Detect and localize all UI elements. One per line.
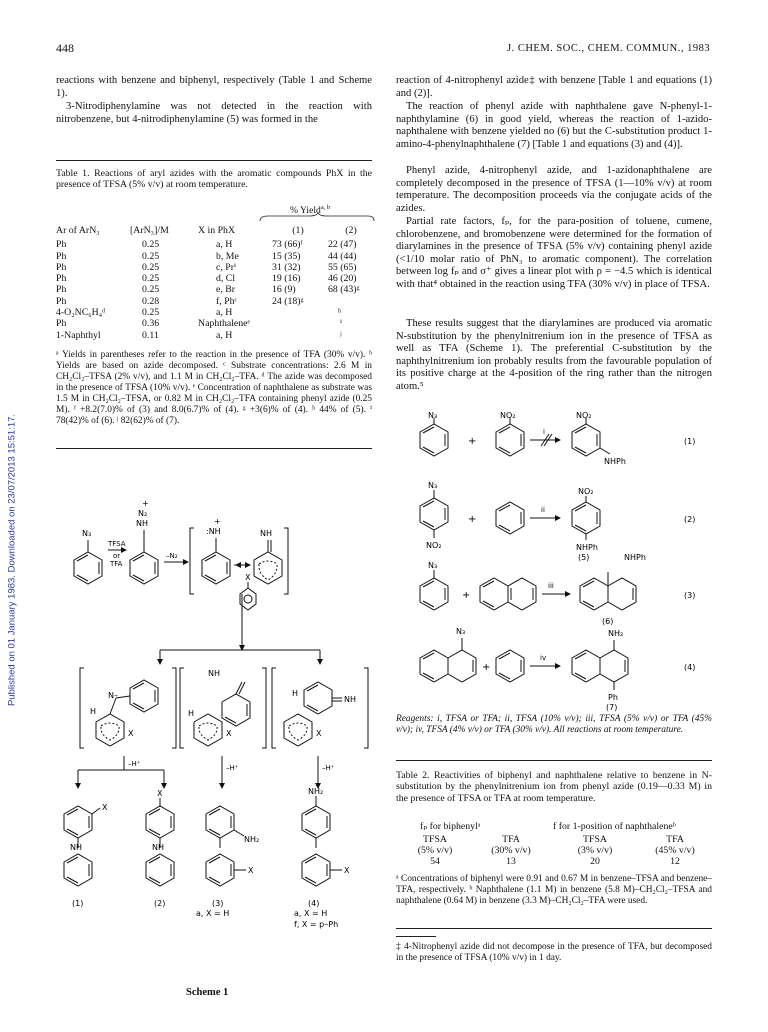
table2-col xyxy=(560,834,630,867)
footnote-rule xyxy=(396,936,436,937)
scheme-label-x-top: X xyxy=(245,573,251,582)
table1-cell: ʲ xyxy=(340,329,342,341)
table1-cell: a, H xyxy=(216,329,233,341)
scheme-label-nh-plus: + xyxy=(214,517,221,526)
page-footnote: ‡ 4-Nitrophenyl azide did not decompose in the presence of TFA, but decomposed in the presence of TFSA (10% v/v) in 1 day. xyxy=(396,942,712,963)
scheme-label-tfsa: TFSA xyxy=(108,540,126,548)
scheme-label-n2plus: + xyxy=(142,499,149,508)
table1-cell: 0.25 xyxy=(142,239,160,251)
table1-cell: Ph xyxy=(56,239,67,251)
table1-col-1 xyxy=(272,225,342,341)
table2-sub: TFA xyxy=(666,834,684,845)
table2-sub: TFSA xyxy=(583,834,607,845)
table1-cell: 73 (66)ᶠ xyxy=(272,239,303,251)
table1-bottom-rule xyxy=(56,448,372,449)
eq3-reagent: iii xyxy=(548,582,554,590)
table2-head-right: f for 1-position of naphthaleneᵇ xyxy=(553,821,676,832)
table1-cell: a, H xyxy=(216,239,233,251)
table1-cell: 44 (44) xyxy=(328,250,357,262)
eq2-nhph-b: NHPh xyxy=(624,553,646,562)
right-paragraph-4: Partial rate factors, fₚ, for the para-position of toluene, cumene, chlorobenzene, and bromobenzene were determined for the formation of diarylamines in the presence of TFSA (5% v/v) containing phenyl azide (<1/10 molar ratio of PhN₃ to aromatic component). The correlation between log fₚ and σ⁺ gives a linear plot with ρ = −4.5 which is identical with that⁴ obtained in the reaction using TFA (30% v/v) in place of TFSA. xyxy=(396,216,712,290)
table1-col-ar xyxy=(56,225,105,341)
scheme-label-x3: X xyxy=(316,729,322,738)
eq4-plus: + xyxy=(482,662,491,673)
scheme-label-h3: H xyxy=(292,689,299,698)
table1-caption: Table 1. Reactions of aryl azides with the aromatic compounds PhX in the presence of TFSA (5% v/v) at room temperature. xyxy=(56,168,372,191)
eq2-nhph: NHPh xyxy=(576,543,598,552)
eq2-n3: N₃ xyxy=(428,481,438,490)
eq2-reagent: ii xyxy=(541,506,545,514)
scheme-label-h2: H xyxy=(188,709,195,718)
table1-head: (1) xyxy=(292,225,304,236)
eq3-plus: + xyxy=(462,590,471,601)
scheme-label-n2: N₂ xyxy=(138,509,148,518)
table1-cell: e, Br xyxy=(216,284,236,296)
scheme-label-nh-p1: NH xyxy=(70,843,82,852)
scheme-label-x-p2: X xyxy=(157,789,163,798)
table1-cell: 24 (18)ᵍ xyxy=(272,295,304,307)
scheme-label-ndash: N– xyxy=(108,691,118,700)
table1-head: X in PhX xyxy=(198,225,236,236)
scheme-label-h1: H xyxy=(90,707,97,716)
page-number: 448 xyxy=(56,41,74,55)
scheme1-caption: Scheme 1 xyxy=(186,987,229,998)
eq2-number: (2) xyxy=(684,515,696,524)
scheme-label-n3: N₃ xyxy=(82,529,92,538)
table2-col xyxy=(476,834,546,867)
scheme-label-x2: X xyxy=(226,729,232,738)
equations-drawing xyxy=(396,412,714,712)
table1-cell: 1-Naphthyl xyxy=(56,329,101,341)
table1-cell: d, Cl xyxy=(216,273,236,285)
eq4-number: (4) xyxy=(684,663,696,672)
scheme-label-x-p1: X xyxy=(102,803,108,812)
eq3-compound: (6) xyxy=(602,617,614,626)
scheme-label-nh2-p3: NH₂ xyxy=(244,835,260,844)
scheme-label-minus-h2: –H⁺ xyxy=(226,764,239,772)
table1-cell: f, Phᶜ xyxy=(216,295,238,307)
table2-cond: (3% v/v) xyxy=(577,845,613,856)
table1-head: Ar of ArN₃ xyxy=(56,225,100,236)
scheme-label-nh2-p4: NH₂ xyxy=(308,787,324,796)
eq2-plus: + xyxy=(468,514,477,525)
table1-cell: 0.25 xyxy=(142,284,160,296)
table1-brace xyxy=(258,213,378,223)
table1-cell: 4-O₂NC₆H₄ᵈ xyxy=(56,307,106,319)
eq1-plus: + xyxy=(468,436,477,447)
eq4-ph: Ph xyxy=(608,693,618,702)
table2-col xyxy=(400,834,470,867)
table1-cell: Ph xyxy=(56,261,67,273)
table2-sub: TFA xyxy=(502,834,520,845)
scheme-compound-2: (2) xyxy=(154,899,166,908)
scheme-label-nh-s3: NH xyxy=(344,695,356,704)
table1-cell: Naphthaleneᵉ xyxy=(198,318,251,330)
table1-footnotes: ᵃ Yields in parentheses refer to the reaction in the presence of TFA (30% v/v). ᵇ Yields are based on azide decomposed. ᶜ Substrate concentrations: 2.6 M in CH₂Cl₂–TFSA (2% v/v), and 1.1 M in CH₂Cl₂–TFA. ᵈ The azide was decomposed in the presence of TFSA (10% v/v). ᵉ Concentration of naphthalene as substrate was 1.5 M in CH₂Cl₂–TFSA, or 0.82 M in CH₂Cl₂–TFA containing phenyl azide (0.25 M). ᶠ +8.2(7.0)% of (3) and 8.0(6.7)% of (4). ᵍ +3(6)% of (4). ʰ 44% of (5). ⁱ 78(42)% of (6). ʲ 82(62)% of (7). xyxy=(56,350,372,426)
scheme-label-x-p4: X xyxy=(344,866,350,875)
eq1-n3: N₃ xyxy=(428,412,438,420)
table1-cell: ⁱ xyxy=(340,318,342,330)
table1-cell: 22 (47) xyxy=(328,239,357,251)
table2-sub: TFSA xyxy=(423,834,447,845)
table1-cell: c, Prⁱ xyxy=(216,261,236,273)
right-paragraph-3: Phenyl azide, 4-nitrophenyl azide, and 1-azidonaphthalene are completely decomposed in the presence of TFSA (1—10% v/v) at room temperature. The decomposition proceeds via the conjugate acids of the azides. xyxy=(396,165,712,214)
scheme-label-nh-p2: NH xyxy=(152,843,164,852)
eq4-nh2: NH₂ xyxy=(608,629,624,638)
table1-head: (2) xyxy=(345,225,357,236)
eq1-no2a: NO₂ xyxy=(500,412,516,420)
table1-cell: 0.25 xyxy=(142,273,160,285)
table2-top-rule xyxy=(396,760,712,761)
table1-cell: ʰ xyxy=(338,307,342,319)
table2-cond: (45% v/v) xyxy=(655,845,695,856)
scheme-variant-a4: a, X = H xyxy=(294,909,328,918)
table1-cell: 0.11 xyxy=(142,329,159,341)
table1-cell: 68 (43)ᵍ xyxy=(328,284,360,296)
eq3-number: (3) xyxy=(684,591,696,600)
table1-cell: Ph xyxy=(56,318,67,330)
table1-cell: 15 (35) xyxy=(272,250,301,262)
table1-col-2 xyxy=(328,225,374,296)
scheme-label-nh: NH xyxy=(136,519,148,528)
scheme-label-nh-s2: NH xyxy=(208,669,220,678)
table2-value: 20 xyxy=(590,856,600,867)
scheme-compound-1: (1) xyxy=(72,899,84,908)
eq4-n3: N₃ xyxy=(456,627,466,636)
scheme1-drawing xyxy=(56,470,374,970)
scheme-variant-a3: a, X = H xyxy=(196,909,230,918)
eq2-no2b: NO₂ xyxy=(578,487,594,496)
table1-cell: 46 (20) xyxy=(328,273,357,285)
table1-cell: 0.36 xyxy=(142,318,160,330)
scheme-label-minus-h1: –H⁺ xyxy=(128,760,141,768)
table1-cell: a, H xyxy=(216,307,233,319)
table1-col-conc xyxy=(130,225,169,341)
table1-cell: 19 (16) xyxy=(272,273,301,285)
table2-value: 13 xyxy=(506,856,516,867)
scheme-variant-f4: f, X = p–Ph xyxy=(294,920,339,929)
table1-cell: 0.28 xyxy=(142,295,160,307)
eq1-number: (1) xyxy=(684,437,696,446)
table1-cell: 0.25 xyxy=(142,261,160,273)
scheme-label-minus-n2: –N₂ xyxy=(166,552,178,560)
table1-cell: 55 (65) xyxy=(328,261,357,273)
table1-top-rule xyxy=(56,160,372,161)
table2-value: 54 xyxy=(430,856,440,867)
table1-cell: Ph xyxy=(56,273,67,285)
eq2-no2a: NO₂ xyxy=(426,541,442,550)
table1-cell: 0.25 xyxy=(142,250,160,262)
table1-cell: Ph xyxy=(56,250,67,262)
eq4-reagent: iv xyxy=(540,654,547,662)
right-paragraph-2: The reaction of phenyl azide with naphthalene gave N-phenyl-1-naphthylamine (6) in good yield, whereas the reaction of 1-azido-naphthalene with benzene yielded no (6) but the C-substitution product 1-amino-4-phenylnaphthalene (7) [Table 1 and equations (3) and (4)]. xyxy=(396,101,712,150)
eq1-nhph: NHPh xyxy=(604,457,626,466)
table1-yield-header: % Yield$^{a, b}$ xyxy=(290,204,331,217)
scheme-label-x-p3: X xyxy=(248,866,254,875)
scheme-label-tfa: TFA xyxy=(110,560,123,568)
table1-head: [ArN₃]/M xyxy=(130,225,169,236)
scheme-label-or: or xyxy=(113,552,121,560)
journal-header: J. CHEM. SOC., CHEM. COMMUN., 1983 xyxy=(507,43,711,54)
table1-cell: 31 (32) xyxy=(272,261,301,273)
scheme-compound-3: (3) xyxy=(212,899,224,908)
table2-cond: (30% v/v) xyxy=(491,845,531,856)
table2-head-left: fₚ for biphenylᵃ xyxy=(420,821,481,832)
table1-body xyxy=(56,225,374,349)
table1-cell: Ph xyxy=(56,284,67,296)
scheme-label-nh-colon: :NH xyxy=(206,527,221,536)
table2-value: 12 xyxy=(670,856,680,867)
eq3-n3: N₃ xyxy=(428,561,438,570)
table2-cond: (5% v/v) xyxy=(417,845,453,856)
table1-cell: Ph xyxy=(56,295,67,307)
table2-footnotes: ᵃ Concentrations of biphenyl were 0.91 and 0.67 M in benzene–TFSA and benzene–TFA, respectively. ᵇ Naphthalene (1.1 M) in benzene (5.8 M)–CH₂Cl₂–TFSA and naphthalene (0.64 M) in benzene (3.3 M)–CH₂Cl₂–TFA were used. xyxy=(396,874,712,906)
eq1-reagent: i xyxy=(543,428,545,436)
eq1-no2b: NO₂ xyxy=(576,412,592,420)
table2-col xyxy=(640,834,710,867)
scheme-compound-4: (4) xyxy=(308,899,320,908)
eq2-compound: (5) xyxy=(578,553,590,562)
table2-caption: Table 2. Reactivities of biphenyl and naphthalene relative to benzene in N-substitution by the phenylnitrenium ion from phenyl azide (0.19—0.33 M) in the presence of TFSA or TFA at room temperature. xyxy=(396,770,712,804)
scheme-label-nh2: NH xyxy=(260,529,272,538)
eq4-compound: (7) xyxy=(606,703,618,712)
table1-cell: 0.25 xyxy=(142,307,160,319)
left-paragraph-1: reactions with benzene and biphenyl, respectively (Table 1 and Scheme 1). xyxy=(56,75,372,99)
table1-col-x xyxy=(198,225,250,341)
right-paragraph-1: reaction of 4-nitrophenyl azide‡ with benzene [Table 1 and equations (1) and (2)]. xyxy=(396,75,712,99)
table1-cell: b, Me xyxy=(216,250,239,262)
left-paragraph-2: 3-Nitrodiphenylamine was not detected in the reaction with nitrobenzene, but 4-nitrodiphenylamine (5) was formed in the xyxy=(56,101,372,125)
reagents-legend: Reagents: i, TFSA or TFA; ii, TFSA (10% v/v); iii, TFSA (5% v/v) or TFA (45% v/v); iv, TFSA (4% v/v) or TFA (30% v/v). All reactions at room temperature. xyxy=(396,714,712,735)
scheme-label-minus-h3: –H⁺ xyxy=(322,764,335,772)
download-note: Published on 01 January 1983. Downloaded on 23/07/2013 15:51:17. xyxy=(6,413,18,707)
table1-cell: 16 (9) xyxy=(272,284,296,296)
right-paragraph-5: These results suggest that the diarylamines are produced via aromatic N-substitution by the phenylnitrenium ion in the presence of TFSA as well as TFA (Scheme 1). The preferential C-substitution by the naphthylnitrenium ion probably results from the favourable population of its positive charge at the 4-position of the ring rather than the nitrogen atom.⁵ xyxy=(396,318,712,392)
table2-bottom-rule xyxy=(396,928,712,929)
scheme-label-x1: X xyxy=(128,729,134,738)
